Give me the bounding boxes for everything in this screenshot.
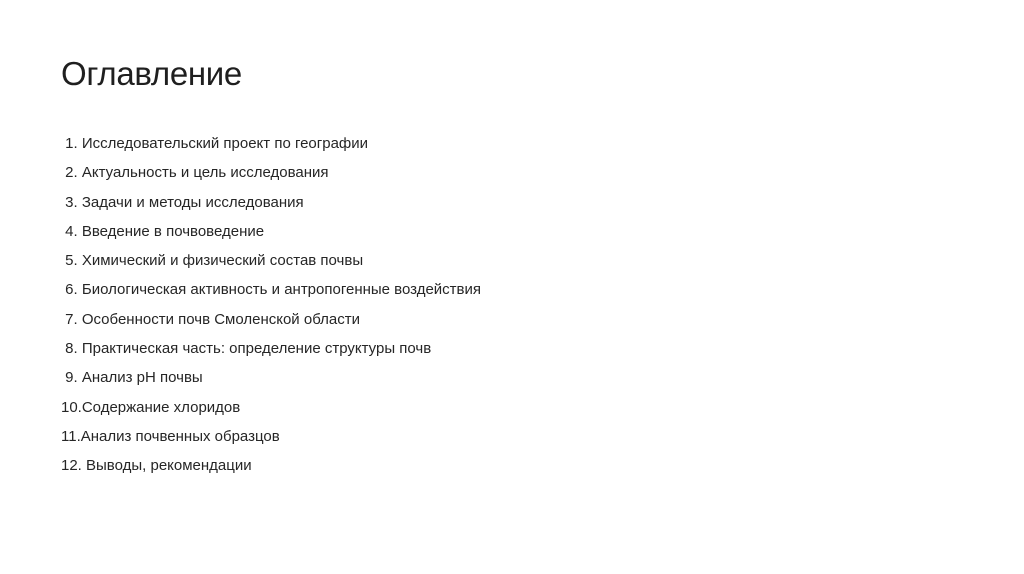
toc-item: 2. Актуальность и цель исследования [61,164,329,182]
table-of-contents [61,133,481,485]
toc-item: 9. Анализ pH почвы [61,369,203,387]
toc-item: 11.Анализ почвенных образцов [61,427,280,445]
toc-item: 6. Биологическая активность и антропогенные воздействия [61,281,482,299]
toc-item: 8. Практическая часть: определение структуры почв [61,340,432,358]
toc-item: 12. Выводы, рекомендации [61,457,252,475]
toc-item: 5. Химический и физический состав почвы [61,252,364,270]
toc-item: 7. Особенности почв Смоленской области [61,310,360,328]
toc-item: 10.Содержание хлоридов [61,398,241,416]
slide-title: Оглавление [61,55,242,92]
toc-item: 3. Задачи и методы исследования [61,193,304,211]
toc-item: 1. Исследовательский проект по географии [61,135,369,152]
toc-item: 4. Введение в почвоведение [61,222,265,240]
